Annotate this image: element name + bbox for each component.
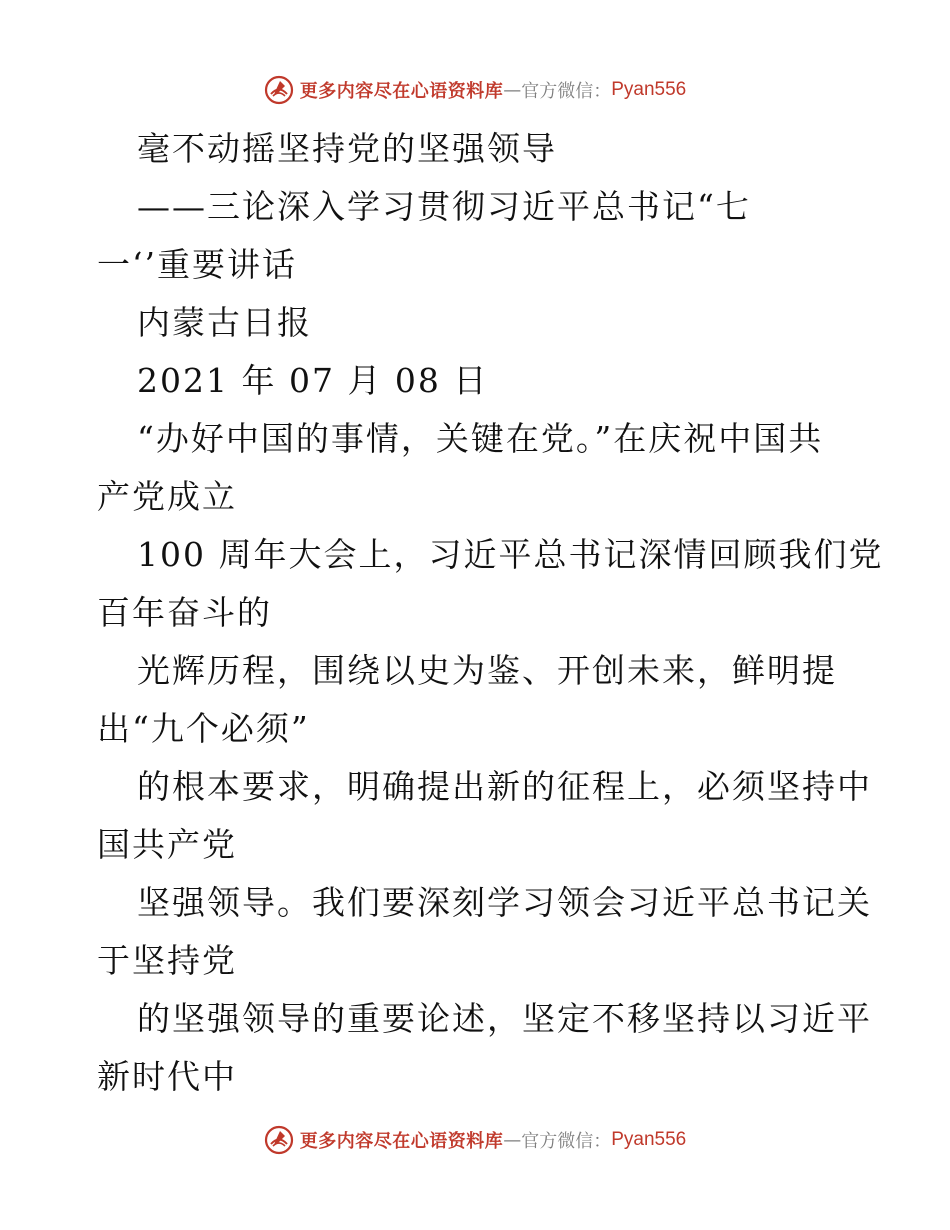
watermark-wechat-id: Pyan556: [611, 1129, 687, 1150]
paragraph-line: 于坚持党: [97, 941, 237, 980]
paragraph-line: 产党成立: [97, 477, 237, 516]
article-date: 2021 年 07 月 08 日: [137, 361, 489, 400]
paragraph-line: 的坚强领导的重要论述，坚定不移坚持以习近平: [137, 999, 872, 1038]
paragraph-line: 国共产党: [97, 825, 237, 864]
book-pen-logo-icon: [264, 1125, 294, 1155]
paragraph-line: 出“九个必须”: [97, 709, 310, 748]
watermark-wechat-label: 官方微信：: [521, 1131, 612, 1152]
paragraph-line: 坚强领导。我们要深刻学习领会习近平总书记关: [137, 883, 872, 922]
article-subtitle-line-1: ——三论深入学习贯彻习近平总书记“七: [137, 187, 751, 226]
watermark-site-text: 更多内容尽在心语资料库: [299, 81, 504, 102]
watermark-separator: —: [503, 79, 522, 101]
paragraph-line: “办好中国的事情，关键在党。”在庆祝中国共: [137, 419, 824, 458]
paragraph-line: 光辉历程，围绕以史为鉴、开创未来，鲜明提: [137, 651, 837, 690]
header-watermark: [0, 70, 950, 110]
book-pen-logo-icon: [264, 75, 294, 105]
document-body: [97, 120, 884, 1106]
paragraph-line: 百年奋斗的: [97, 593, 272, 632]
paragraph-line: 100 周年大会上，习近平总书记深情回顾我们党: [137, 535, 884, 574]
watermark-site-text: 更多内容尽在心语资料库: [299, 1131, 504, 1152]
watermark-wechat-label: 官方微信：: [521, 81, 612, 102]
article-title: 毫不动摇坚持党的坚强领导: [137, 129, 557, 168]
watermark-separator: —: [503, 1129, 522, 1151]
paragraph-line: 新时代中: [97, 1057, 237, 1096]
footer-watermark: [0, 1120, 950, 1160]
paragraph-line: 的根本要求，明确提出新的征程上，必须坚持中: [137, 767, 872, 806]
article-source: 内蒙古日报: [137, 303, 312, 342]
watermark-wechat-id: Pyan556: [611, 79, 687, 100]
article-subtitle-line-2: 一‘’重要讲话: [97, 245, 297, 284]
